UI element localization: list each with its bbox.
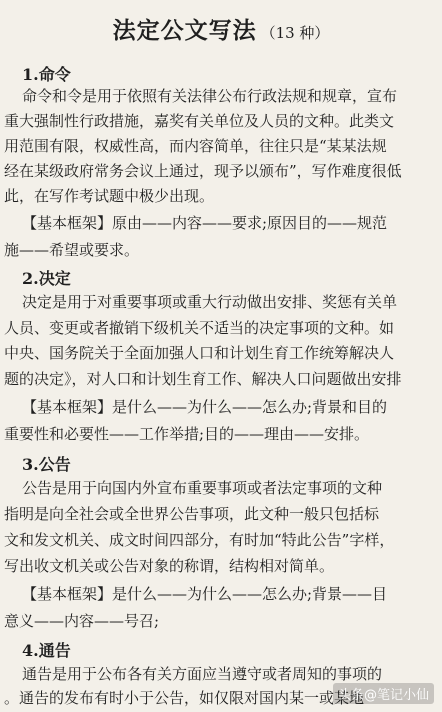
- framework-line: 意义——内容——号召;: [4, 612, 160, 630]
- paragraph-line: 决定是用于对重要事项或重大行动做出安排、奖惩有关单: [22, 293, 398, 311]
- paragraph-line: 。通告的发布有时小于公告，如仅限对国内某一或某地: [4, 689, 365, 707]
- framework-line: 施——希望或要求。: [4, 241, 140, 259]
- paragraph-line: 指明是向全社会或全世界公告事项，此文种一般只包括标: [4, 505, 380, 523]
- paragraph-line: 经在某级政府常务会议上通过，现予以颁布”，写作难度很低: [4, 162, 402, 180]
- paragraph-line: 中央、国务院关于全面加强人口和计划生育工作统筹解决人: [4, 344, 395, 362]
- framework-line: 重要性和必要性——工作举措;目的——理由——安排。: [4, 425, 370, 443]
- framework-line: 【基本框架】是什么——为什么——怎么办;背景——目: [22, 585, 388, 603]
- framework-line: 【基本框架】是什么——为什么——怎么办;背景和目的: [22, 398, 388, 416]
- section-heading-3: 3.公告: [22, 455, 71, 474]
- framework-line: 【基本框架】原由——内容——要求;原因目的——规范: [22, 214, 388, 232]
- paragraph-line: 通告是用于公布各有关方面应当遵守或者周知的事项的: [22, 665, 383, 683]
- paragraph-line: 题的决定》，对人口和计划生育工作、解决人口问题做出安排: [4, 370, 402, 388]
- paragraph-line: 人员、变更或者撤销下级机关不适当的决定事项的文种。如: [4, 319, 395, 337]
- title-main: 法定公文写法: [112, 17, 257, 44]
- paragraph-line: 用范围有限，权威性高，而内容简单，往往只是“某某法规: [4, 137, 387, 155]
- paragraph-line: 此，在写作考试题中极少出现。: [4, 187, 215, 205]
- section-heading-2: 2.决定: [22, 269, 71, 288]
- paragraph-line: 命令和令是用于依照有关法律公布行政法规和规章，宣布: [22, 87, 398, 105]
- watermark: 头条@笔记小仙: [333, 683, 434, 704]
- paragraph-line: 重大强制性行政措施，嘉奖有关单位及人员的文种。此类文: [4, 112, 395, 130]
- section-heading-4: 4.通告: [22, 641, 71, 660]
- paragraph-line: 公告是用于向国内外宣布重要事项或者法定事项的文种: [22, 479, 383, 497]
- paragraph-line: 文和发文机关、成文时间四部分，有时加“特此公告”字样，: [4, 531, 395, 549]
- document-title: [0, 12, 442, 45]
- title-subtitle: （13 种）: [260, 24, 330, 42]
- section-heading-1: 1.命令: [22, 65, 71, 84]
- paragraph-line: 写出收文机关或公告对象的称谓，结构相对简单。: [4, 557, 335, 575]
